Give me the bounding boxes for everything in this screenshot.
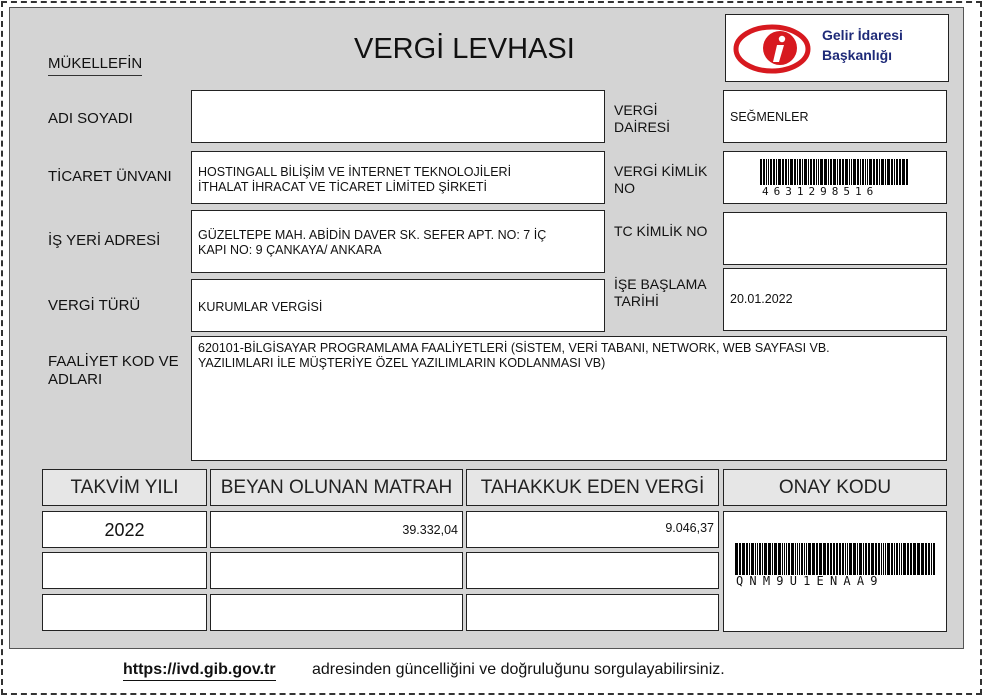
barcode-bar: [755, 543, 756, 575]
barcode-bar: [785, 159, 787, 185]
barcode-bar: [849, 159, 850, 185]
barcode-bar: [759, 543, 761, 575]
vergi-turu-value: KURUMLAR VERGİSİ: [198, 300, 323, 314]
barcode-bar: [768, 543, 771, 575]
barcode-bar: [818, 159, 819, 185]
vkn-barcode: [760, 159, 912, 185]
barcode-bar: [808, 543, 811, 575]
cell-matrah-2: [210, 552, 463, 589]
cell-takvim-yili-3: [42, 594, 207, 631]
barcode-bar: [849, 543, 852, 575]
barcode-bar: [808, 159, 809, 185]
mukellef-label: MÜKELLEFİN: [48, 55, 142, 76]
barcode-bar: [816, 159, 817, 185]
barcode-bar: [879, 159, 880, 185]
barcode-bar: [820, 159, 823, 185]
barcode-bar: [828, 159, 829, 185]
barcode-bar: [862, 159, 864, 185]
is-yeri-adresi-field: [191, 210, 605, 273]
barcode-bar: [865, 543, 867, 575]
barcode-bar: [873, 159, 875, 185]
barcode-bar: [774, 543, 777, 575]
barcode-bar: [875, 543, 877, 575]
barcode-bar: [813, 159, 815, 185]
label-faaliyet-1: FAALİYET KOD VE: [48, 353, 179, 370]
barcode-bar: [791, 543, 794, 575]
barcode-bar: [742, 543, 745, 575]
barcode-bar: [894, 543, 895, 575]
cell-vergi-2: [466, 552, 719, 589]
cell-matrah-3: [210, 594, 463, 631]
vergi-dairesi-field: [723, 90, 947, 143]
barcode-bar: [788, 159, 789, 185]
barcode-bar: [857, 543, 858, 575]
barcode-bar: [794, 159, 796, 185]
vergi-dairesi-value: SEĞMENLER: [730, 110, 809, 124]
ise-baslama-value: 20.01.2022: [730, 292, 793, 306]
barcode-bar: [917, 543, 920, 575]
barcode-bar: [836, 543, 838, 575]
label-tc-kimlik: TC KİMLİK NO: [614, 223, 708, 239]
barcode-bar: [876, 159, 878, 185]
faaliyet-field: [191, 336, 947, 461]
barcode-bar: [770, 159, 772, 185]
barcode-bar: [887, 159, 890, 185]
barcode-bar: [907, 543, 909, 575]
barcode-bar: [853, 159, 856, 185]
barcode-bar: [871, 543, 874, 575]
barcode-bar: [795, 543, 796, 575]
barcode-bar: [833, 543, 835, 575]
ticaret-unvani-line2: İTHALAT İHRACAT VE TİCARET LİMİTED ŞİRKETİ: [198, 180, 487, 194]
header-tahakkuk-vergi: TAHAKKUK EDEN VERGİ: [466, 469, 719, 506]
label-ise-baslama-1: İŞE BAŞLAMA: [614, 276, 707, 292]
barcode-bar: [887, 543, 890, 575]
onay-barcode: [735, 543, 937, 575]
barcode-bar: [819, 543, 822, 575]
logo-text-line2: Başkanlığı: [822, 47, 893, 63]
footer-text: adresinden güncelliğini ve doğruluğunu sorgulayabilirsiniz.: [312, 661, 725, 678]
barcode-bar: [845, 543, 846, 575]
barcode-bar: [804, 159, 807, 185]
barcode-bar: [899, 159, 901, 185]
barcode-bar: [776, 159, 777, 185]
barcode-bar: [810, 159, 812, 185]
vergi-value: 9.046,37: [665, 521, 714, 535]
barcode-bar: [868, 543, 870, 575]
barcode-bar: [842, 543, 844, 575]
vergi-turu-field: [191, 279, 605, 332]
barcode-bar: [778, 159, 781, 185]
barcode-bar: [766, 159, 767, 185]
barcode-bar: [881, 543, 882, 575]
barcode-bar: [902, 159, 905, 185]
barcode-bar: [764, 543, 767, 575]
vkn-digits: 4631298516: [762, 185, 879, 198]
barcode-bar: [778, 543, 781, 575]
barcode-bar: [760, 159, 762, 185]
barcode-bar: [899, 543, 900, 575]
barcode-bar: [925, 543, 927, 575]
barcode-bar: [928, 543, 930, 575]
barcode-bar: [782, 543, 783, 575]
barcode-bar: [788, 543, 790, 575]
tc-kimlik-no-field: [723, 212, 947, 265]
barcode-bar: [891, 159, 893, 185]
barcode-bar: [762, 543, 763, 575]
ticaret-unvani-line1: HOSTINGALL BİLİŞİM VE İNTERNET TEKNOLOJİLERİ: [198, 165, 512, 179]
label-faaliyet-2: ADLARI: [48, 371, 103, 388]
barcode-bar: [812, 543, 815, 575]
barcode-bar: [804, 543, 805, 575]
barcode-bar: [842, 159, 844, 185]
barcode-bar: [797, 159, 798, 185]
barcode-bar: [746, 543, 748, 575]
barcode-bar: [891, 543, 893, 575]
barcode-bar: [768, 159, 769, 185]
barcode-bar: [763, 159, 765, 185]
barcode-bar: [782, 159, 784, 185]
logo-text-line1: Gelir İdaresi: [822, 27, 903, 43]
faaliyet-line2: YAZILIMLARI İLE MÜŞTERİYE ÖZEL YAZILIMLARIN KODLANMASI VB): [198, 356, 606, 370]
adres-line2: KAPI NO: 9 ÇANKAYA/ ANKARA: [198, 243, 382, 257]
barcode-bar: [896, 543, 898, 575]
barcode-bar: [851, 159, 852, 185]
barcode-bar: [867, 159, 868, 185]
barcode-bar: [786, 543, 787, 575]
barcode-bar: [806, 543, 807, 575]
barcode-bar: [859, 543, 862, 575]
barcode-bar: [833, 159, 836, 185]
barcode-bar: [799, 159, 801, 185]
label-vergi-dairesi-2: DAİRESİ: [614, 119, 671, 135]
barcode-bar: [853, 543, 856, 575]
adi-soyadi-field: [191, 90, 605, 143]
ivd-link[interactable]: https://ivd.gib.gov.tr: [123, 661, 276, 681]
barcode-bar: [824, 159, 827, 185]
barcode-bar: [772, 543, 773, 575]
faaliyet-line1: 620101-BİLGİSAYAR PROGRAMLAMA FAALİYETLERİ (SİSTEM, VERİ TABANI, NETWORK, WEB SAYFASI VB.: [198, 341, 830, 355]
barcode-bar: [739, 543, 741, 575]
barcode-bar: [749, 543, 750, 575]
barcode-bar: [896, 159, 898, 185]
barcode-bar: [869, 159, 872, 185]
onay-kodu-field: [723, 511, 947, 632]
label-vergi-dairesi-1: VERGİ: [614, 102, 658, 118]
barcode-bar: [901, 543, 902, 575]
barcode-bar: [931, 543, 932, 575]
barcode-bar: [773, 159, 775, 185]
barcode-bar: [881, 159, 884, 185]
matrah-value: 39.332,04: [402, 523, 458, 537]
cell-takvim-yili-2: [42, 552, 207, 589]
barcode-bar: [801, 543, 803, 575]
barcode-bar: [839, 159, 841, 185]
barcode-bar: [885, 159, 886, 185]
onay-kodu-value: QNM9U1ENAA9: [736, 574, 884, 588]
barcode-bar: [827, 543, 829, 575]
barcode-bar: [830, 543, 832, 575]
header-onay-kodu: ONAY KODU: [723, 469, 947, 506]
barcode-bar: [847, 543, 848, 575]
barcode-bar: [894, 159, 895, 185]
barcode-bar: [845, 159, 848, 185]
label-ticaret-unvani: TİCARET ÜNVANI: [48, 168, 172, 185]
barcode-bar: [885, 543, 886, 575]
barcode-bar: [790, 159, 793, 185]
barcode-bar: [906, 159, 908, 185]
cell-takvim-yili-1: [42, 511, 207, 548]
label-adi-soyadi: ADI SOYADI: [48, 110, 133, 127]
barcode-bar: [751, 543, 754, 575]
gib-logo-box: [725, 14, 949, 82]
barcode-bar: [910, 543, 912, 575]
barcode-bar: [913, 543, 916, 575]
cell-matrah-1: [210, 511, 463, 548]
barcode-bar: [860, 159, 861, 185]
barcode-bar: [735, 543, 738, 575]
barcode-bar: [799, 543, 800, 575]
barcode-bar: [837, 159, 838, 185]
barcode-bar: [863, 543, 864, 575]
barcode-bar: [802, 159, 803, 185]
barcode-bar: [921, 543, 924, 575]
gib-logo-icon: [732, 22, 816, 76]
barcode-bar: [757, 543, 758, 575]
barcode-bar: [816, 543, 818, 575]
label-is-yeri-adresi: İŞ YERİ ADRESİ: [48, 232, 161, 249]
ticaret-unvani-field: [191, 151, 605, 204]
barcode-bar: [878, 543, 880, 575]
label-vergi-turu: VERGİ TÜRÜ: [48, 297, 141, 314]
cell-vergi-1: [466, 511, 719, 548]
ise-baslama-field: [723, 268, 947, 331]
adres-line1: GÜZELTEPE MAH. ABİDİN DAVER SK. SEFER APT. NO: 7 İÇ: [198, 228, 547, 242]
barcode-bar: [933, 543, 935, 575]
label-ise-baslama-2: TARİHİ: [614, 293, 659, 309]
barcode-bar: [797, 543, 798, 575]
header-takvim-yili: TAKVİM YILI: [42, 469, 207, 506]
barcode-bar: [839, 543, 841, 575]
page-title: VERGİ LEVHASI: [354, 33, 575, 65]
takvim-yili-value: 2022: [104, 520, 145, 540]
barcode-bar: [883, 543, 884, 575]
cell-vergi-3: [466, 594, 719, 631]
barcode-bar: [830, 159, 832, 185]
label-vkn-2: NO: [614, 180, 635, 196]
barcode-bar: [857, 159, 859, 185]
barcode-bar: [784, 543, 785, 575]
barcode-bar: [903, 543, 906, 575]
barcode-bar: [865, 159, 866, 185]
header-beyan-matrah: BEYAN OLUNAN MATRAH: [210, 469, 463, 506]
barcode-bar: [823, 543, 826, 575]
vergi-kimlik-no-field: [723, 151, 947, 204]
label-vkn-1: VERGİ KİMLİK: [614, 163, 708, 179]
